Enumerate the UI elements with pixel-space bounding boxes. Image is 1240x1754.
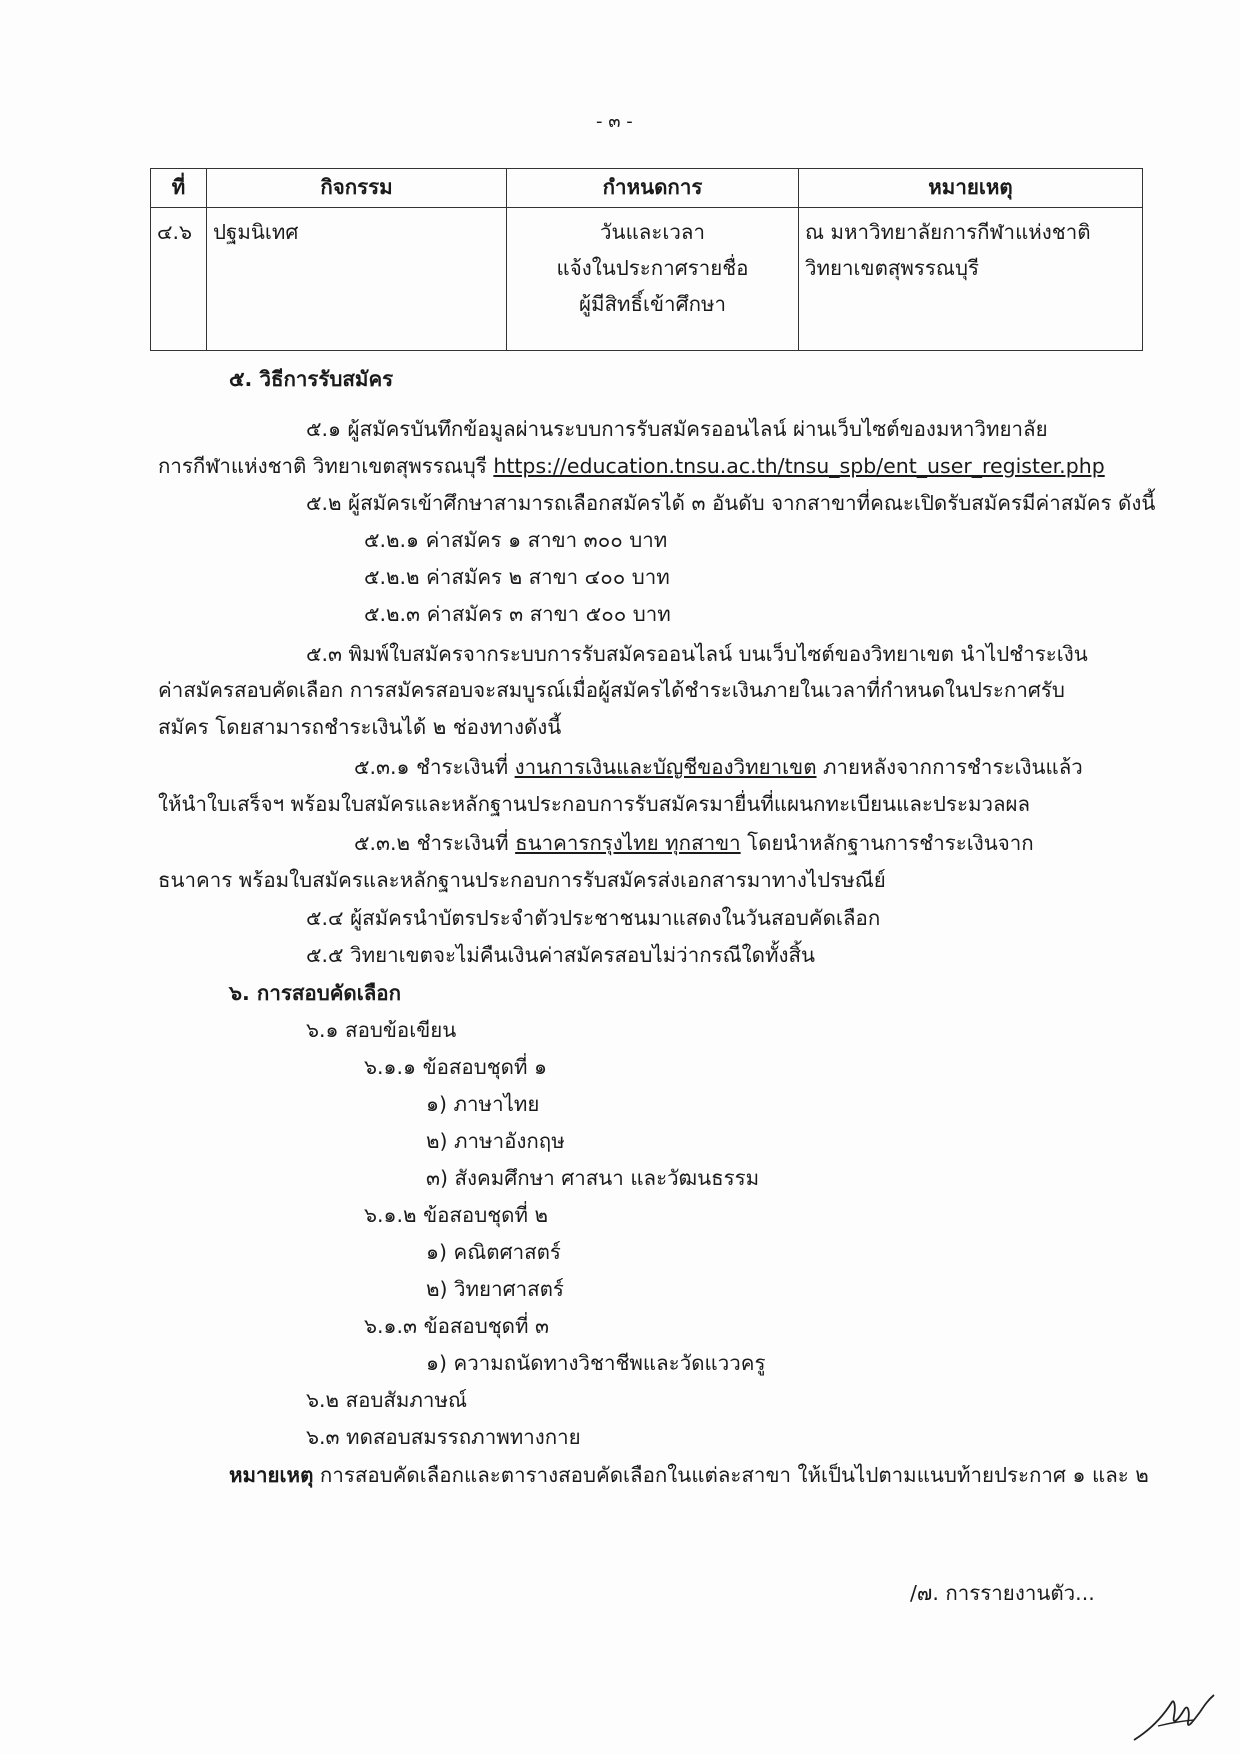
fee-item: ๕.๒.๓ ค่าสมัคร ๓ สาขา ๕๐๐ บาท: [364, 602, 671, 626]
section-5-heading: ๕. วิธีการรับสมัคร: [229, 367, 394, 391]
para-5-3-2-line1: ๕.๓.๒ ชำระเงินที่ ธนาคารกรุงไทย ทุกสาขา โดยนำหลักฐานการชำระเงินจาก: [354, 831, 1034, 855]
exam-set-1: ๖.๑.๑ ข้อสอบชุดที่ ๑: [364, 1055, 548, 1079]
exam-set-2: ๖.๑.๒ ข้อสอบชุดที่ ๒: [364, 1203, 549, 1227]
para-6-3: ๖.๓ ทดสอบสมรรถภาพทางกาย: [306, 1425, 581, 1449]
para-5-3-line2: ค่าสมัครสอบคัดเลือก การสมัครสอบจะสมบูรณ์เมื่อผู้สมัครได้ชำระเงินภายในเวลาที่กำหนดในประกาศรับ: [158, 678, 1065, 702]
exam-subject: ๒) วิทยาศาสตร์: [426, 1277, 564, 1301]
fee-item: ๕.๒.๒ ค่าสมัคร ๒ สาขา ๔๐๐ บาท: [364, 565, 670, 589]
para-5-1-line2: การกีฬาแห่งชาติ วิทยาเขตสุพรรณบุรี https://education.tnsu.ac.th/tnsu_spb/ent_user_register.php: [158, 454, 1105, 478]
para-5-3-line3: สมัคร โดยสามารถชำระเงินได้ ๒ ช่องทางดังนี้: [158, 715, 562, 739]
note-label: หมายเหตุ: [229, 1463, 314, 1487]
para-5-3-line1: ๕.๓ พิมพ์ใบสมัครจากระบบการรับสมัครออนไลน์ บนเว็บไซต์ของวิทยาเขต นำไปชำระเงิน: [306, 642, 1088, 666]
fee-item: ๕.๒.๑ ค่าสมัคร ๑ สาขา ๓๐๐ บาท: [364, 528, 668, 552]
exam-subject: ๒) ภาษาอังกฤษ: [426, 1129, 565, 1153]
table-header-row: [151, 169, 1143, 208]
signature-initials: [1130, 1690, 1220, 1745]
table-header-cell: กิจกรรม: [207, 169, 507, 208]
para-5-4: ๕.๔ ผู้สมัครนำบัตรประจำตัวประชาชนมาแสดงในวันสอบคัดเลือก: [306, 906, 881, 930]
activity-cell: ปฐมนิเทศ: [207, 208, 507, 351]
para-5-3-2-line2: ธนาคาร พร้อมใบสมัครและหลักฐานประกอบการรับสมัครส่งเอกสารมาทางไปรษณีย์: [158, 868, 886, 892]
para-5-1-line1: ๕.๑ ผู้สมัครบันทึกข้อมูลผ่านระบบการรับสมัครออนไลน์ ผ่านเว็บไซต์ของมหาวิทยาลัย: [306, 417, 1048, 441]
finance-office-text: งานการเงินและบัญชีของวิทยาเขต: [514, 755, 817, 779]
continuation-text: /๗. การรายงานตัว...: [910, 1581, 1095, 1605]
para-6-1: ๖.๑ สอบข้อเขียน: [306, 1018, 457, 1042]
remark-cell: ณ มหาวิทยาลัยการกีฬาแห่งชาติ วิทยาเขตสุพรรณบุรี: [799, 208, 1143, 351]
para-6-2: ๖.๒ สอบสัมภาษณ์: [306, 1388, 467, 1412]
table-header-cell: หมายเหตุ: [799, 169, 1143, 208]
para-5-2: ๕.๒ ผู้สมัครเข้าศึกษาสามารถเลือกสมัครได้ ๓ อันดับ จากสาขาที่คณะเปิดรับสมัครมีค่าสมัคร ดังนี้: [306, 491, 1156, 515]
table-header-cell: ที่: [151, 169, 207, 208]
para-5-3-1-line2: ให้นำใบเสร็จฯ พร้อมใบสมัครและหลักฐานประกอบการรับสมัครมายื่นที่แผนกทะเบียนและประมวลผล: [158, 792, 1031, 816]
table-header-cell: กำหนดการ: [507, 169, 799, 208]
schedule-cell: วันและเวลา แจ้งในประกาศรายชื่อ ผู้มีสิทธิ์เข้าศึกษา: [507, 208, 799, 351]
exam-set-3: ๖.๑.๓ ข้อสอบชุดที่ ๓: [364, 1314, 550, 1338]
registration-url-link[interactable]: https://education.tnsu.ac.th/tnsu_spb/ent_user_register.php: [493, 454, 1105, 478]
note-line: หมายเหตุ การสอบคัดเลือกและตารางสอบคัดเลือกในแต่ละสาขา ให้เป็นไปตามแนบท้ายประกาศ ๑ และ ๒: [229, 1463, 1149, 1487]
exam-subject: ๓) สังคมศึกษา ศาสนา และวัฒนธรรม: [426, 1166, 760, 1190]
section-6-heading: ๖. การสอบคัดเลือก: [229, 981, 402, 1005]
table-row: [151, 208, 1143, 351]
page-number: - ๓ -: [596, 111, 633, 132]
exam-subject: ๑) คณิตศาสตร์: [426, 1240, 561, 1264]
row-number-cell: ๔.๖: [151, 208, 207, 351]
exam-subject: ๑) ความถนัดทางวิชาชีพและวัดแววครู: [426, 1351, 766, 1375]
para-5-5: ๕.๕ วิทยาเขตจะไม่คืนเงินค่าสมัครสอบไม่ว่ากรณีใดทั้งสิ้น: [306, 943, 816, 967]
bank-text: ธนาคารกรุงไทย ทุกสาขา: [515, 831, 741, 855]
schedule-table: [150, 168, 1143, 351]
exam-subject: ๑) ภาษาไทย: [426, 1092, 540, 1116]
para-5-3-1-line1: ๕.๓.๑ ชำระเงินที่ งานการเงินและบัญชีของวิทยาเขต ภายหลังจากการชำระเงินแล้ว: [354, 755, 1083, 779]
